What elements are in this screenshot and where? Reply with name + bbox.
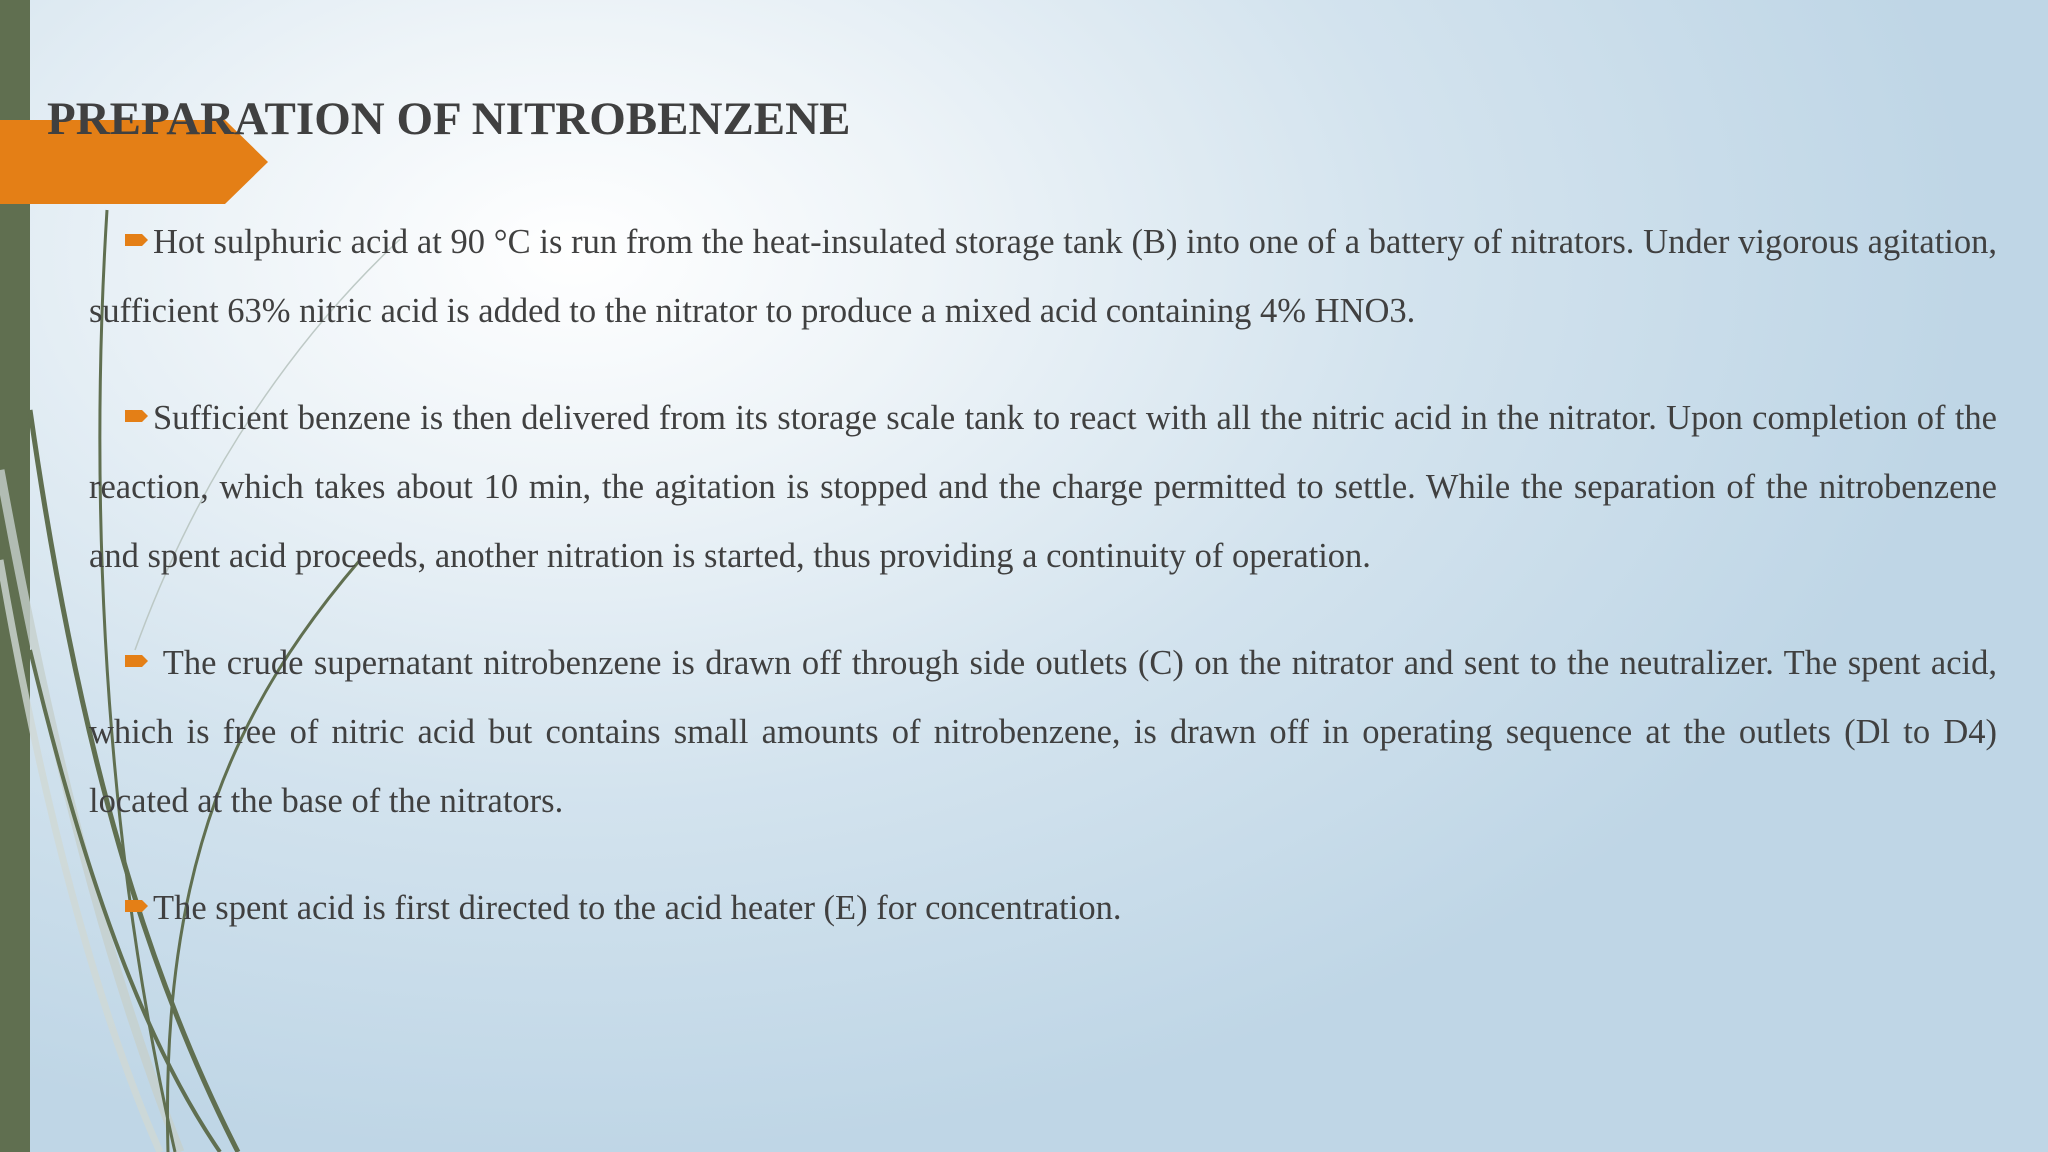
slide-title: PREPARATION OF NITROBENZENE — [47, 93, 851, 145]
bullet-paragraph — [89, 384, 1997, 591]
orange-arrow-bullet-icon — [125, 233, 149, 247]
paragraph-text: The spent acid is first directed to the acid heater (E) for concentration. — [153, 889, 1122, 927]
paragraph-text: The crude supernatant nitrobenzene is drawn off through side outlets (C) on the nitrator and sent to the neutralizer. The spent acid, which is free of nitric acid but contains small amounts of nitrobenzene, is drawn off in operating sequence at the outlets (Dl to D4) located at the base of the nitrators. — [89, 644, 1997, 820]
bullet-paragraph — [89, 629, 1997, 836]
bullet-paragraph — [89, 208, 1997, 346]
bullet-list — [89, 208, 1997, 981]
paragraph-text: Sufficient benzene is then delivered from its storage scale tank to react with all the nitric acid in the nitrator. Upon completion of the reaction, which takes about 10 min, the agitation is stopped and the charge permitted to settle. While the separation of the nitrobenzene and spent acid proceeds, another nitration is started, thus providing a continuity of operation. — [89, 399, 1997, 575]
orange-arrow-bullet-icon — [125, 654, 149, 668]
bullet-paragraph — [89, 874, 1997, 943]
orange-arrow-bullet-icon — [125, 899, 149, 913]
paragraph-text: Hot sulphuric acid at 90 °C is run from the heat-insulated storage tank (B) into one of a battery of nitrators. Under vigorous agitation, sufficient 63% nitric acid is added to the nitrator to produce a mixed acid containing 4% HNO3. — [89, 223, 1997, 330]
orange-arrow-bullet-icon — [125, 409, 149, 423]
